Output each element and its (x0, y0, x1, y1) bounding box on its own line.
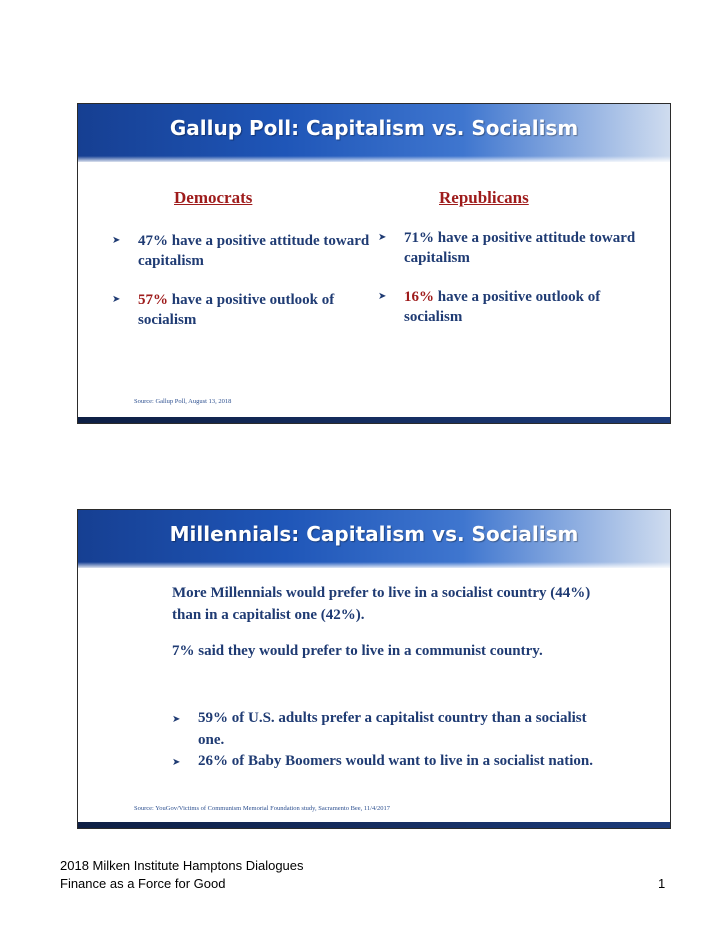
slide-bottom-bar (78, 417, 670, 423)
arrow-bullet-icon: ➤ (378, 232, 387, 243)
democrats-bullet-socialism (112, 290, 372, 330)
bullet-text: have a positive attitude toward capitalism (138, 233, 370, 269)
slide-bottom-bar (78, 822, 670, 828)
bullet-text: have a positive outlook of socialism (138, 292, 335, 328)
paragraph-communist-preference: 7% said they would prefer to live in a communist country. (172, 643, 543, 659)
bullet-text: have a positive outlook of socialism (404, 289, 601, 325)
footer-event-subtitle: Finance as a Force for Good (60, 876, 226, 891)
bullet-text: 26% of Baby Boomers would want to live in a socialist nation. (198, 753, 594, 769)
slide-title: Millennials: Capitalism vs. Socialism (169, 522, 579, 546)
slide-title: Gallup Poll: Capitalism vs. Socialism (169, 116, 579, 140)
bullet-us-adults (172, 707, 602, 751)
arrow-bullet-icon: ➤ (112, 235, 121, 246)
republicans-heading: Republicans (439, 188, 529, 207)
republicans-bullet-socialism (378, 287, 638, 327)
source-note: Source: YouGov/Victims of Communism Memorial Foundation study, Sacramento Bee, 11/4/2017 (134, 805, 391, 812)
bullet-percent-highlight: 16% (404, 289, 434, 305)
bullet-percent-highlight: 57% (138, 292, 168, 308)
bullet-percent: 47% (138, 233, 168, 249)
paragraph-millennials-preference: More Millennials would prefer to live in a socialist country (44%) than in a capitalist one (42%). (172, 585, 591, 623)
bullet-text: 59% of U.S. adults prefer a capitalist country than a socialist one. (198, 710, 587, 748)
arrow-bullet-icon: ➤ (172, 757, 181, 768)
republicans-bullet-capitalism (378, 228, 638, 268)
arrow-bullet-icon: ➤ (378, 291, 387, 302)
bullet-text: have a positive attitude toward capitalism (404, 230, 636, 266)
bullet-percent: 71% (404, 230, 434, 246)
footer-event-name: 2018 Milken Institute Hamptons Dialogues (60, 858, 304, 873)
bullet-baby-boomers (172, 750, 602, 772)
source-note: Source: Gallup Poll, August 13, 2018 (134, 398, 232, 405)
democrats-bullet-capitalism (112, 231, 372, 271)
arrow-bullet-icon: ➤ (172, 714, 181, 725)
democrats-heading: Democrats (174, 188, 253, 207)
page-number: 1 (658, 876, 666, 891)
arrow-bullet-icon: ➤ (112, 294, 121, 305)
slide-gallup-poll (77, 103, 671, 424)
slide-millennials (77, 509, 671, 829)
